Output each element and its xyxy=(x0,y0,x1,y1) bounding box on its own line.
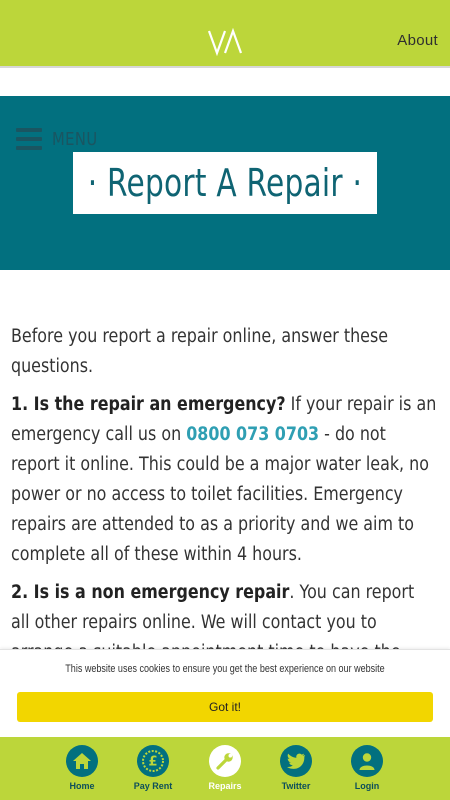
pound-coin-icon xyxy=(137,745,169,777)
page-title: · Report A Repair · xyxy=(87,161,363,205)
nav-repairs[interactable] xyxy=(190,745,260,791)
svg-text:£: £ xyxy=(148,754,158,770)
va-logo[interactable] xyxy=(207,28,243,56)
question-1-text-b: - do not report it online. This could be a major water leak, no power or no access to toilet facilities. Emergency repairs are attended to as a priority and we aim to complete all of these within 4 hours. xyxy=(11,424,429,565)
wrench-icon xyxy=(209,745,241,777)
nav-twitter[interactable] xyxy=(261,745,331,791)
question-1 xyxy=(11,390,437,570)
menu-label: MENU xyxy=(52,128,98,150)
question-2-heading: 2. Is is a non emergency repair xyxy=(11,582,290,603)
nav-home-label: Home xyxy=(69,781,95,791)
about-link[interactable]: About xyxy=(397,32,438,49)
nav-repairs-label: Repairs xyxy=(208,781,242,791)
bottom-nav xyxy=(0,737,450,800)
nav-pay-rent-label: Pay Rent xyxy=(133,781,173,791)
question-2-text: . You can report all other repairs online. We will contact you to xyxy=(11,582,415,633)
nav-home[interactable] xyxy=(47,745,117,791)
home-icon xyxy=(66,745,98,777)
twitter-icon xyxy=(280,745,312,777)
menu-button[interactable] xyxy=(16,128,108,150)
question-1-text-a: If your repair is an emergency call us on xyxy=(11,394,437,445)
question-1-heading: 1. Is the repair an emergency? xyxy=(11,394,286,415)
user-icon xyxy=(351,745,383,777)
header-divider xyxy=(0,66,450,68)
cookie-accept-button[interactable]: Got it! xyxy=(17,692,433,722)
cookie-message: This website uses cookies to ensure you get the best experience on our website xyxy=(65,663,385,675)
intro-text: Before you report a repair online, answer these questions. xyxy=(11,326,389,377)
nav-twitter-label: Twitter xyxy=(281,781,311,791)
cookie-banner xyxy=(0,649,450,738)
nav-pay-rent[interactable] xyxy=(118,745,188,791)
nav-login[interactable] xyxy=(332,745,402,791)
page-title-box xyxy=(73,152,377,214)
top-bar xyxy=(0,0,450,66)
nav-login-label: Login xyxy=(354,781,380,791)
emergency-phone-link[interactable]: 0800 073 0703 xyxy=(186,424,320,445)
hamburger-icon xyxy=(16,128,42,150)
